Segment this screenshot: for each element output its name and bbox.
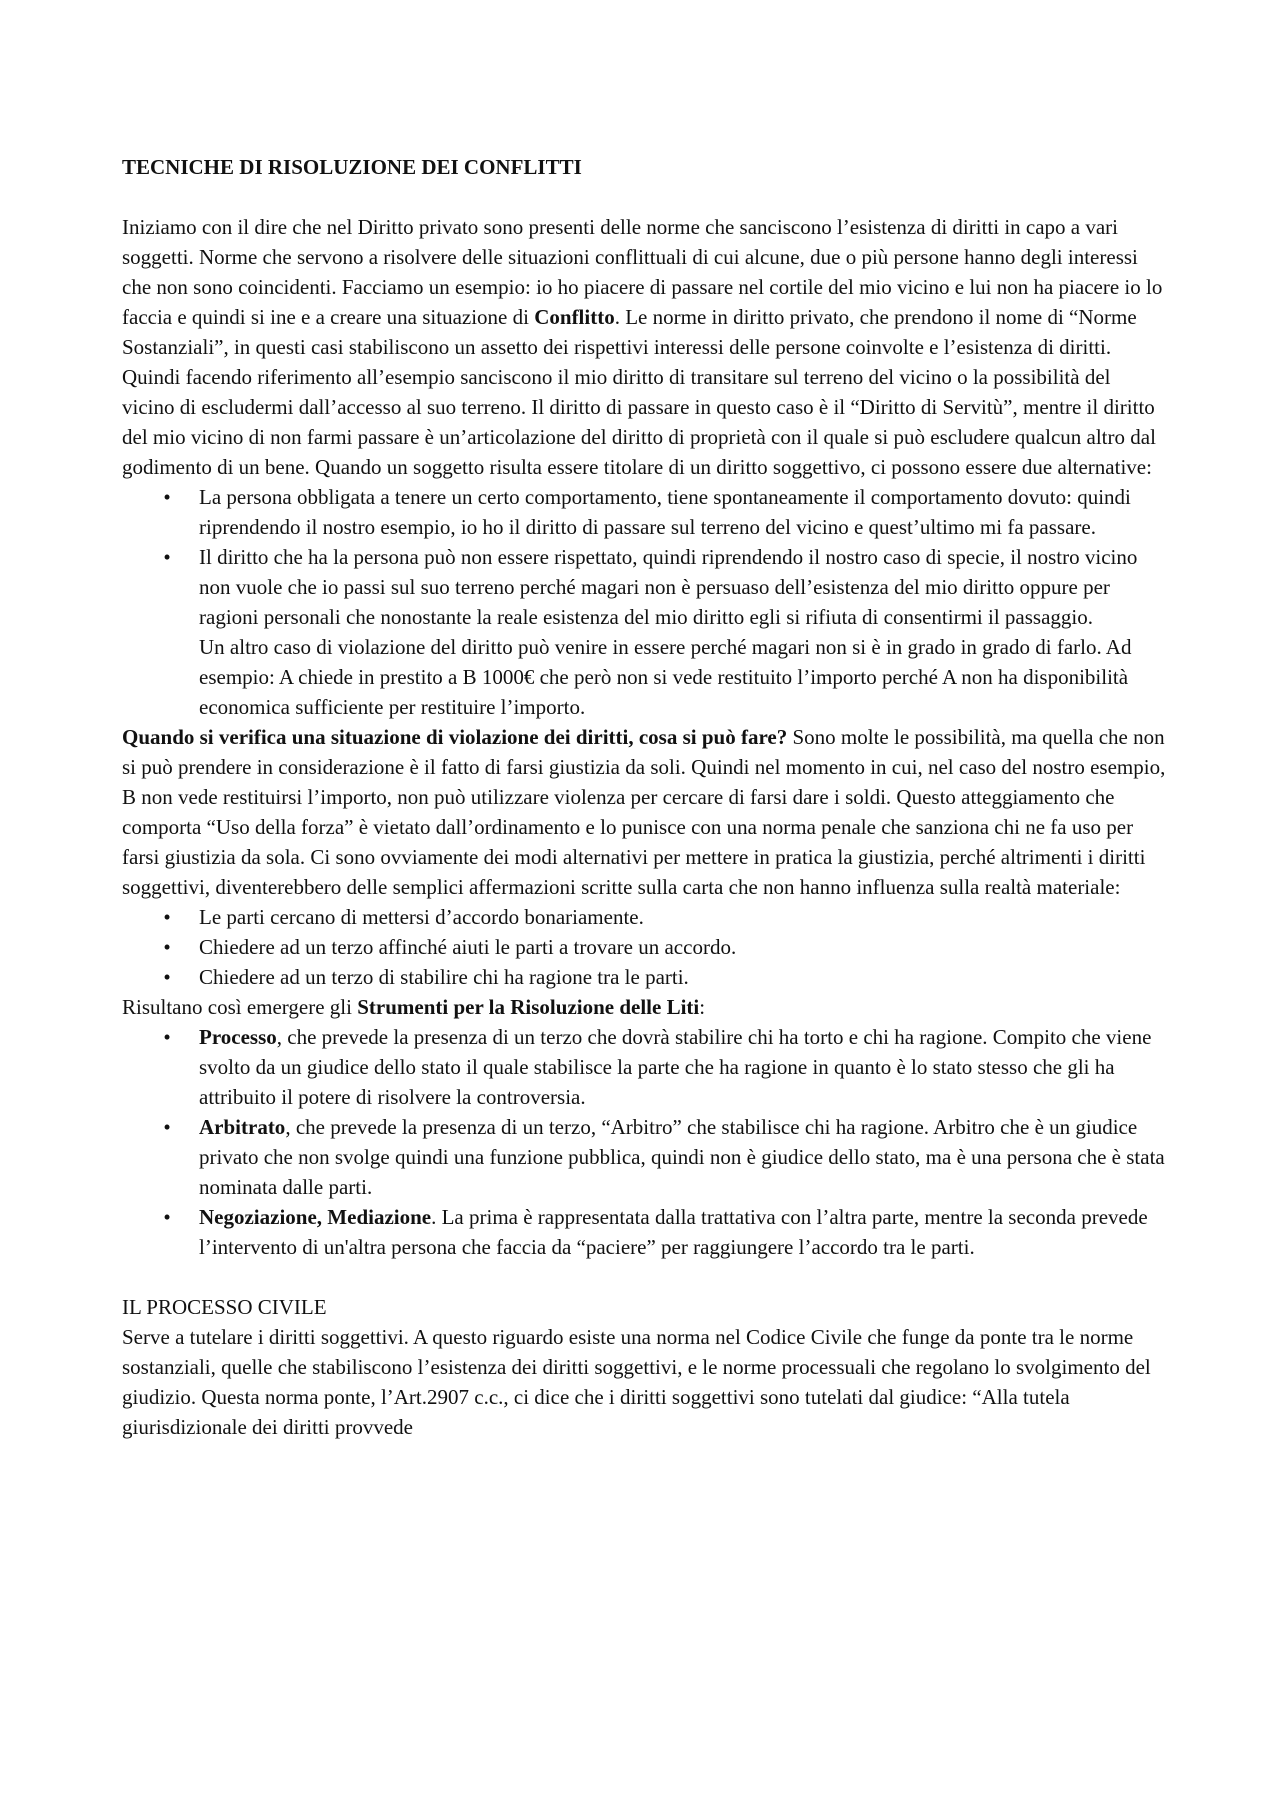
violation-text: Sono molte le possibilità, ma quella che non si può prendere in considerazione è il fatto di farsi giustizia da soli. Quindi nel momento in cui, nel caso del nostro esempio, B non vede restituirsi l’importo, non può utilizzare violenza per cercare di farsi dare i soldi. Questo atteggiamento che comporta “Uso della forza” è vietato dall’ordinamento e lo punisce con una norma penale che sanziona chi ne fa uso per farsi giustizia da sola. Ci sono ovviamente dei modi alternativi per mettere in pratica la giustizia, perché altrimenti i diritti soggettivi, diventerebbero delle semplici affermazioni scritte sulla carta che non hanno influenza sulla realtà materiale:	[122, 725, 1166, 899]
tools-intro-paragraph	[122, 992, 1166, 1022]
list-item	[122, 1022, 1166, 1112]
bullet-icon	[160, 1022, 174, 1052]
tools-list	[122, 1022, 1166, 1262]
alternative-extra-text: Un altro caso di violazione del diritto può venire in essere perché magari non si è in grado in grado di farlo. Ad esempio: A chiede in prestito a B 1000€ che però non si vede restituito l’importo perché A non ha disponibilità economica sufficiente per restituire l’importo.	[199, 635, 1132, 719]
list-item	[122, 482, 1166, 542]
bullet-icon	[160, 902, 174, 932]
list-item	[122, 932, 1166, 962]
violation-question: Quando si verifica una situazione di violazione dei diritti, cosa si può fare?	[122, 725, 788, 749]
tool-text-arbitrato: , che prevede la presenza di un terzo, “Arbitro” che stabilisce chi ha ragione. Arbitro che è un giudice privato che non svolge quindi una funzione pubblica, quindi non è giudice dello stato, ma è una persona che è stata nominata dalle parti.	[199, 1115, 1165, 1199]
alternative-text-1: La persona obbligata a tenere un certo comportamento, tiene spontaneamente il comportamento dovuto: quindi riprendendo il nostro esempio, io ho il diritto di passare sul terreno del vicino e quest’ultimo mi fa passare.	[199, 485, 1131, 539]
list-item	[122, 902, 1166, 932]
list-item	[122, 962, 1166, 992]
intro-text-2: . Le norme in diritto privato, che prendono il nome di “Norme Sostanziali”, in questi casi stabiliscono un assetto dei rispettivi interessi delle persone coinvolte e l’esistenza di diritti. Quindi facendo riferimento all’esempio sanciscono il mio diritto di transitare sul terreno del vicino o la possibilità del vicino di escludermi dall’accesso al suo terreno. Il diritto di passare in questo caso è il “Diritto di Servitù”, mentre il diritto del mio vicino di non farmi passare è un’articolazione del diritto di proprietà con il quale si può escludere qualcun altro dal godimento di un bene. Quando un soggetto risulta essere titolare di un diritto soggettivo, ci possono essere due alternative:	[122, 305, 1156, 479]
options-list	[122, 902, 1166, 992]
section-title-processo-civile: IL PROCESSO CIVILE	[122, 1295, 327, 1319]
intro-paragraph	[122, 212, 1166, 482]
intro-text-1: Iniziamo con il dire che nel Diritto privato sono presenti delle norme che sanciscono l’esistenza di diritti in capo a vari soggetti. Norme che servono a risolvere delle situazioni conflittuali di cui alcune, due o più persone hanno degli interessi che non sono coincidenti. Facciamo un esempio: io ho piacere di passare nel cortile del mio vicino e lui non ha piacere io lo faccia e quindi si ine e a creare una situazione di	[122, 215, 1163, 329]
tool-text-processo: , che prevede la presenza di un terzo che dovrà stabilire chi ha torto e chi ha ragione. Compito che viene svolto da un giudice dello stato il quale stabilisce la parte che ha ragione in quanto è lo stato stesso che gli ha attribuito il potere di risolvere la controversia.	[199, 1025, 1152, 1109]
violation-paragraph	[122, 722, 1166, 902]
document-title: TECNICHE DI RISOLUZIONE DEI CONFLITTI	[122, 155, 582, 179]
option-text-3: Chiedere ad un terzo di stabilire chi ha ragione tra le parti.	[199, 965, 689, 989]
intro-bold-conflitto: Conflitto	[534, 305, 615, 329]
bullet-icon	[160, 962, 174, 992]
tool-term-negoziazione: Negoziazione, Mediazione	[199, 1205, 432, 1229]
bullet-icon	[160, 932, 174, 962]
alternative-text-2: Il diritto che ha la persona può non essere rispettato, quindi riprendendo il nostro caso di specie, il nostro vicino non vuole che io passi sul suo terreno perché magari non è persuaso dell’esistenza del mio diritto oppure per ragioni personali che nonostante la reale esistenza del mio diritto egli si rifiuta di consentirmi il passaggio.	[199, 545, 1138, 629]
list-item	[122, 542, 1166, 722]
bullet-icon	[160, 542, 174, 572]
list-item	[122, 1112, 1166, 1202]
option-text-2: Chiedere ad un terzo affinché aiuti le parti a trovare un accordo.	[199, 935, 737, 959]
processo-civile-paragraph: Serve a tutelare i diritti soggettivi. A questo riguardo esiste una norma nel Codice Civile che funge da ponte tra le norme sostanziali, quelle che stabiliscono l’esistenza dei diritti soggettivi, e le norme processuali che regolano lo svolgimento del giudizio. Questa norma ponte, l’Art.2907 c.c., ci dice che i diritti soggettivi sono tutelati dal giudice: “Alla tutela giurisdizionale dei diritti provvede	[122, 1325, 1151, 1439]
document-body	[122, 152, 1166, 1442]
tools-intro-bold: Strumenti per la Risoluzione delle Liti	[357, 995, 700, 1019]
tool-term-processo: Processo	[199, 1025, 277, 1049]
tools-intro-end: :	[699, 995, 706, 1019]
bullet-icon	[160, 1112, 174, 1142]
list-item	[122, 1202, 1166, 1262]
bullet-icon	[160, 482, 174, 512]
tools-intro-text: Risultano così emergere gli	[122, 995, 358, 1019]
bullet-icon	[160, 1202, 174, 1232]
tool-text-negoziazione: . La prima è rappresentata dalla trattativa con l’altra parte, mentre la seconda prevede l’intervento di un'altra persona che faccia da “paciere” per raggiungere l’accordo tra le parti.	[199, 1205, 1148, 1259]
tool-term-arbitrato: Arbitrato	[199, 1115, 286, 1139]
alternatives-list	[122, 482, 1166, 722]
option-text-1: Le parti cercano di mettersi d’accordo bonariamente.	[199, 905, 644, 929]
